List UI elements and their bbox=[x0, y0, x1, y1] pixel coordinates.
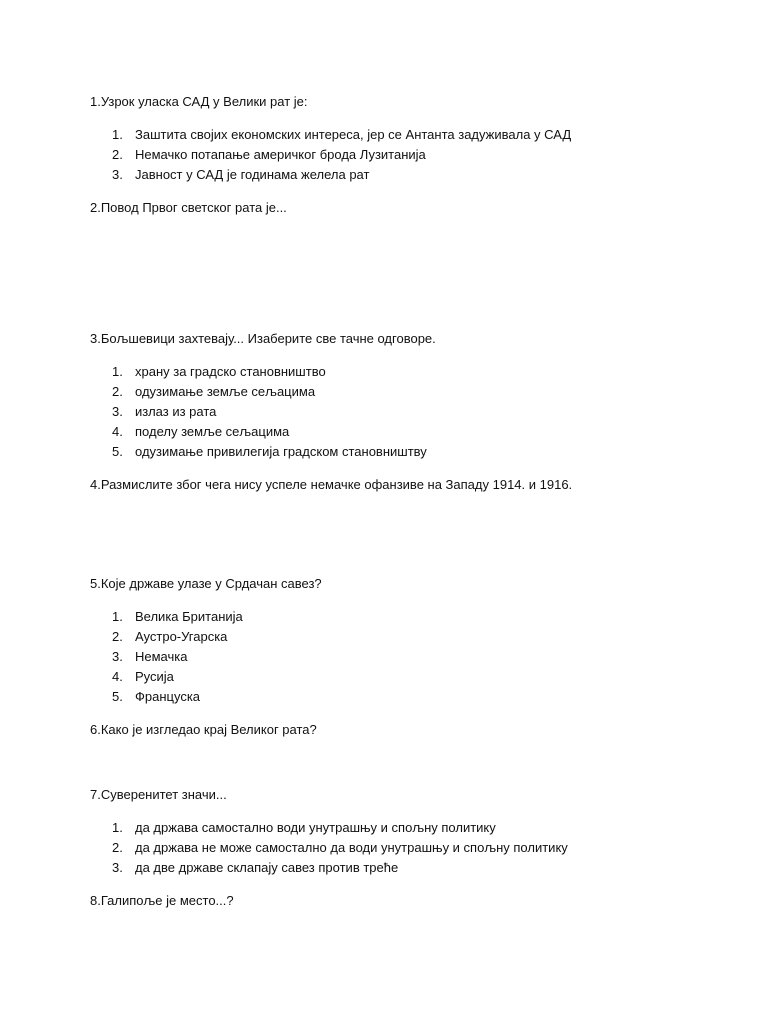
question-5-title: 5.Које државе улазе у Срдачан савез? bbox=[90, 576, 322, 591]
question-5-option-1: 1. Велика Британија bbox=[112, 609, 243, 624]
question-3-option-2: 2. одузимање земље сељацима bbox=[112, 384, 316, 399]
question-1-option-2: 2. Немачко потапање америчког брода Лузитанија bbox=[112, 147, 426, 162]
question-5-option-3: 3. Немачка bbox=[112, 649, 188, 664]
question-4-title: 4.Размислите због чега нису успеле немачке офанзиве на Западу 1914. и 1916. bbox=[90, 477, 573, 492]
question-3-option-3: 3. излаз из рата bbox=[112, 404, 217, 419]
question-8-title: 8.Галипоље је место...? bbox=[90, 893, 234, 908]
question-1-option-3: 3. Јавност у САД је годинама желела рат bbox=[112, 167, 370, 182]
question-1-options bbox=[90, 126, 571, 186]
question-5-option-2: 2. Аустро-Угарска bbox=[112, 629, 228, 644]
question-6-title: 6.Како је изгледао крај Великог рата? bbox=[90, 722, 317, 737]
question-5-options bbox=[90, 608, 243, 708]
question-7-option-3: 3. да две државе склапају савез против треће bbox=[112, 860, 399, 875]
question-3-options bbox=[90, 363, 427, 463]
question-7-options bbox=[90, 819, 568, 879]
question-7-option-2: 2. да држава не може самостално да води унутрашњу и спољну политику bbox=[112, 840, 568, 855]
question-1-option-1: 1. Заштита својих економских интереса, јер се Антанта задуживала у САД bbox=[112, 127, 572, 142]
question-5-option-4: 4. Русија bbox=[112, 669, 174, 684]
question-3-title: 3.Бољшевици захтевају... Изаберите све тачне одговоре. bbox=[90, 331, 436, 346]
question-5-option-5: 5. Француска bbox=[112, 689, 201, 704]
question-3-option-5: 5. одузимање привилегија градском становништву bbox=[112, 444, 427, 459]
question-3-option-1: 1. храну за градско становништво bbox=[112, 364, 326, 379]
question-1-title: 1.Узрок уласка САД у Велики рат је: bbox=[90, 94, 308, 109]
question-7-option-1: 1. да држава самостално води унутрашњу и спољну политику bbox=[112, 820, 496, 835]
question-3-option-4: 4. поделу земље сељацима bbox=[112, 424, 290, 439]
question-2-title: 2.Повод Првог светског рата је... bbox=[90, 200, 287, 215]
question-7-title: 7.Суверенитет значи... bbox=[90, 787, 227, 802]
